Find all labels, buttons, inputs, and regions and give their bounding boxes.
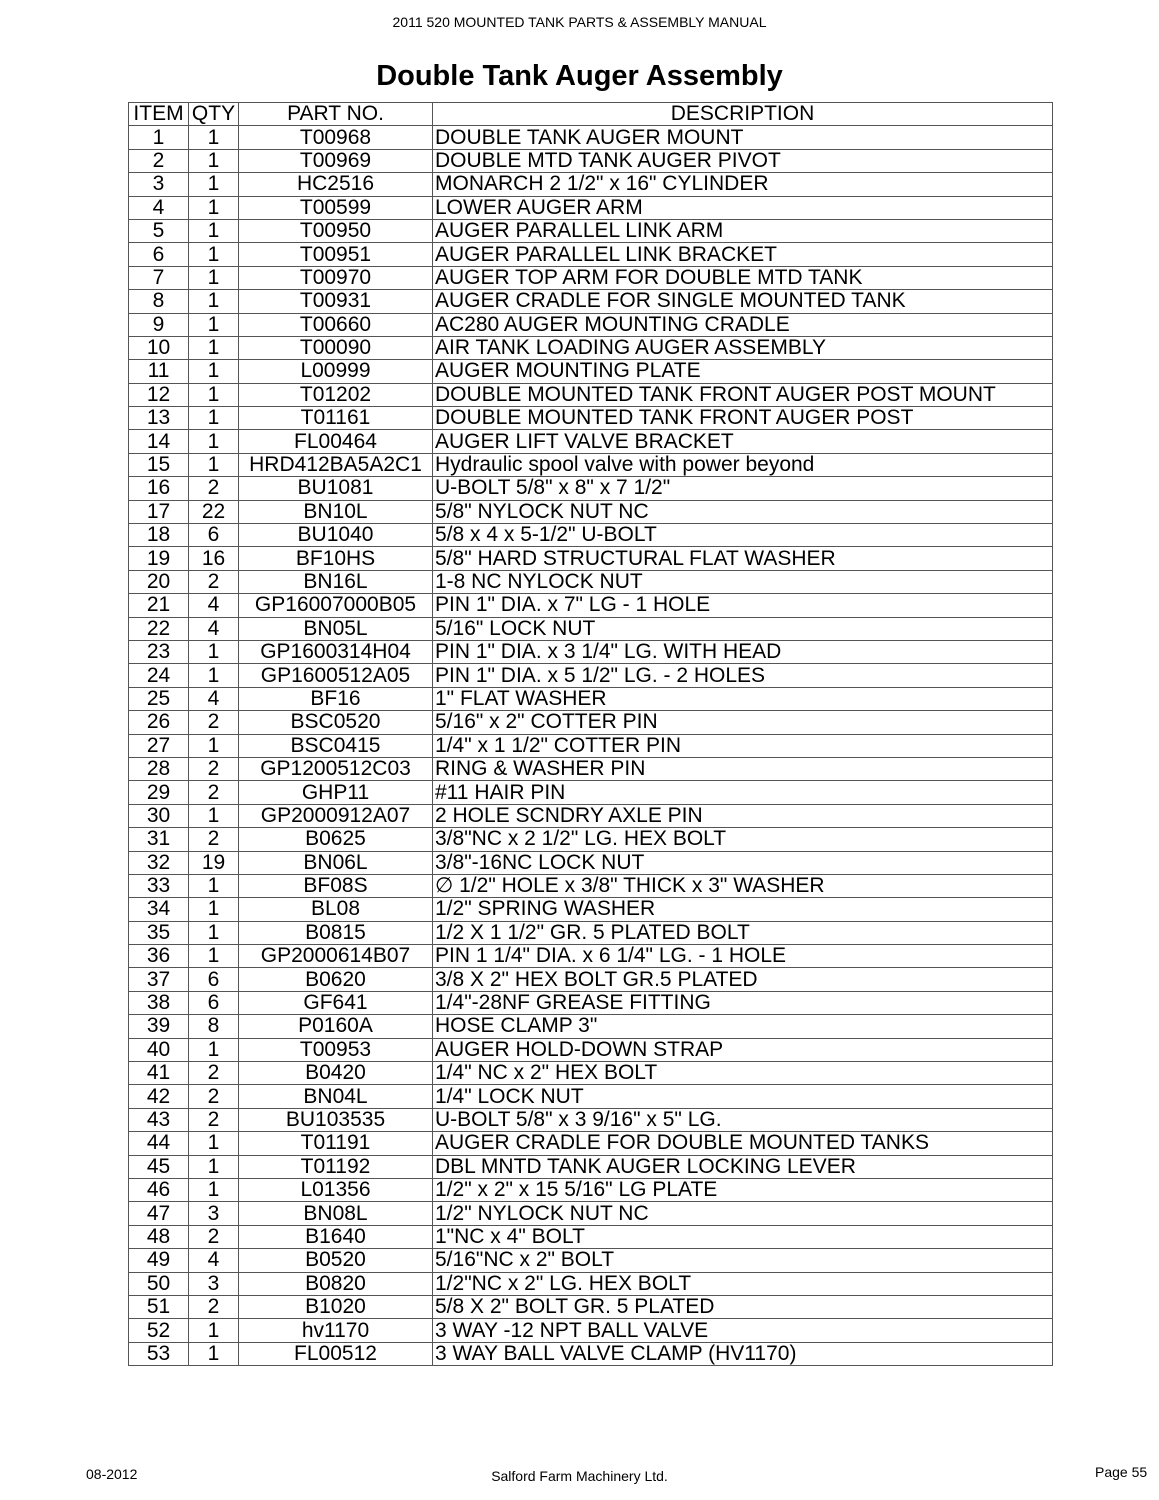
part-no-cell: GP2000912A07 <box>239 804 433 827</box>
part-no-cell: T01202 <box>239 383 433 406</box>
description-cell: 2 HOLE SCNDRY AXLE PIN <box>433 804 1053 827</box>
description-cell: AUGER MOUNTING PLATE <box>433 360 1053 383</box>
item-cell: 30 <box>129 804 189 827</box>
item-cell: 50 <box>129 1272 189 1295</box>
table-row <box>129 1272 1053 1295</box>
description-cell: 5/16"NC x 2" BOLT <box>433 1249 1053 1272</box>
item-cell: 27 <box>129 734 189 757</box>
qty-cell: 2 <box>189 1062 239 1085</box>
qty-cell: 4 <box>189 687 239 710</box>
item-cell: 41 <box>129 1062 189 1085</box>
table-row <box>129 313 1053 336</box>
item-cell: 16 <box>129 477 189 500</box>
manual-header: 2011 520 MOUNTED TANK PARTS & ASSEMBLY MANUAL <box>392 14 767 30</box>
table-row <box>129 407 1053 430</box>
item-cell: 21 <box>129 594 189 617</box>
item-cell: 37 <box>129 968 189 991</box>
description-cell: AUGER PARALLEL LINK BRACKET <box>433 243 1053 266</box>
parts-table <box>128 102 1053 1366</box>
qty-cell: 1 <box>189 921 239 944</box>
item-cell: 26 <box>129 711 189 734</box>
qty-cell: 1 <box>189 664 239 687</box>
description-cell: 5/8" NYLOCK NUT NC <box>433 500 1053 523</box>
item-cell: 1 <box>129 126 189 149</box>
part-no-cell: T01192 <box>239 1155 433 1178</box>
table-row <box>129 383 1053 406</box>
part-no-cell: T01161 <box>239 407 433 430</box>
description-cell: DOUBLE MOUNTED TANK FRONT AUGER POST MOUNT <box>433 383 1053 406</box>
table-row <box>129 173 1053 196</box>
description-cell: 1/4" LOCK NUT <box>433 1085 1053 1108</box>
item-cell: 32 <box>129 851 189 874</box>
item-cell: 11 <box>129 360 189 383</box>
item-cell: 7 <box>129 266 189 289</box>
table-row <box>129 898 1053 921</box>
part-no-cell: T00660 <box>239 313 433 336</box>
part-no-cell: FL00464 <box>239 430 433 453</box>
qty-cell: 1 <box>189 734 239 757</box>
qty-cell: 19 <box>189 851 239 874</box>
qty-cell: 1 <box>189 640 239 663</box>
part-no-cell: BN08L <box>239 1202 433 1225</box>
item-cell: 19 <box>129 547 189 570</box>
table-header-row <box>129 103 1053 126</box>
qty-cell: 2 <box>189 781 239 804</box>
column-header-description: DESCRIPTION <box>433 103 1053 126</box>
part-no-cell: T00970 <box>239 266 433 289</box>
table-row <box>129 734 1053 757</box>
qty-cell: 2 <box>189 828 239 851</box>
table-row <box>129 945 1053 968</box>
footer-date: 08-2012 <box>86 1466 138 1482</box>
part-no-cell: BU1081 <box>239 477 433 500</box>
qty-cell: 1 <box>189 898 239 921</box>
part-no-cell: BN16L <box>239 570 433 593</box>
item-cell: 20 <box>129 570 189 593</box>
item-cell: 24 <box>129 664 189 687</box>
item-cell: 28 <box>129 757 189 780</box>
part-no-cell: BN04L <box>239 1085 433 1108</box>
part-no-cell: BF10HS <box>239 547 433 570</box>
part-no-cell: B0620 <box>239 968 433 991</box>
item-cell: 42 <box>129 1085 189 1108</box>
item-cell: 17 <box>129 500 189 523</box>
description-cell: DOUBLE MOUNTED TANK FRONT AUGER POST <box>433 407 1053 430</box>
table-row <box>129 921 1053 944</box>
table-row <box>129 1249 1053 1272</box>
qty-cell: 1 <box>189 383 239 406</box>
item-cell: 29 <box>129 781 189 804</box>
description-cell: 5/16" x 2" COTTER PIN <box>433 711 1053 734</box>
table-row <box>129 196 1053 219</box>
table-row <box>129 477 1053 500</box>
table-row <box>129 1062 1053 1085</box>
qty-cell: 1 <box>189 313 239 336</box>
description-cell: U-BOLT 5/8" x 3 9/16" x 5" LG. <box>433 1108 1053 1131</box>
table-row <box>129 149 1053 172</box>
part-no-cell: GP2000614B07 <box>239 945 433 968</box>
part-no-cell: BF16 <box>239 687 433 710</box>
description-cell: PIN 1 1/4" DIA. x 6 1/4" LG. - 1 HOLE <box>433 945 1053 968</box>
qty-cell: 4 <box>189 1249 239 1272</box>
qty-cell: 8 <box>189 1015 239 1038</box>
qty-cell: 1 <box>189 1342 239 1365</box>
item-cell: 34 <box>129 898 189 921</box>
table-row <box>129 430 1053 453</box>
table-row <box>129 851 1053 874</box>
qty-cell: 2 <box>189 757 239 780</box>
description-cell: 1-8 NC NYLOCK NUT <box>433 570 1053 593</box>
table-row <box>129 617 1053 640</box>
part-no-cell: HRD412BA5A2C1 <box>239 453 433 476</box>
item-cell: 2 <box>129 149 189 172</box>
item-cell: 4 <box>129 196 189 219</box>
description-cell: AC280 AUGER MOUNTING CRADLE <box>433 313 1053 336</box>
part-no-cell: BN06L <box>239 851 433 874</box>
qty-cell: 22 <box>189 500 239 523</box>
table-row <box>129 1202 1053 1225</box>
qty-cell: 2 <box>189 1108 239 1131</box>
qty-cell: 2 <box>189 570 239 593</box>
item-cell: 45 <box>129 1155 189 1178</box>
description-cell: 5/8" HARD STRUCTURAL FLAT WASHER <box>433 547 1053 570</box>
qty-cell: 2 <box>189 1225 239 1248</box>
description-cell: MONARCH 2 1/2" x 16" CYLINDER <box>433 173 1053 196</box>
part-no-cell: GHP11 <box>239 781 433 804</box>
table-row <box>129 500 1053 523</box>
description-cell: PIN 1" DIA. x 7" LG - 1 HOLE <box>433 594 1053 617</box>
column-header-qty: QTY <box>189 103 239 126</box>
qty-cell: 1 <box>189 1155 239 1178</box>
page-title: Double Tank Auger Assembly <box>376 60 783 92</box>
part-no-cell: T00950 <box>239 219 433 242</box>
table-row <box>129 126 1053 149</box>
qty-cell: 1 <box>189 219 239 242</box>
description-cell: 1/4"-28NF GREASE FITTING <box>433 991 1053 1014</box>
item-cell: 5 <box>129 219 189 242</box>
part-no-cell: FL00512 <box>239 1342 433 1365</box>
item-cell: 25 <box>129 687 189 710</box>
part-no-cell: BU1040 <box>239 524 433 547</box>
description-cell: 1/2 X 1 1/2" GR. 5 PLATED BOLT <box>433 921 1053 944</box>
table-row <box>129 570 1053 593</box>
description-cell: 3 WAY BALL VALVE CLAMP (HV1170) <box>433 1342 1053 1365</box>
description-cell: 1/2"NC x 2" LG. HEX BOLT <box>433 1272 1053 1295</box>
description-cell: AUGER PARALLEL LINK ARM <box>433 219 1053 242</box>
table-row <box>129 266 1053 289</box>
qty-cell: 1 <box>189 1038 239 1061</box>
description-cell: AIR TANK LOADING AUGER ASSEMBLY <box>433 336 1053 359</box>
part-no-cell: BN05L <box>239 617 433 640</box>
part-no-cell: T01191 <box>239 1132 433 1155</box>
part-no-cell: T00599 <box>239 196 433 219</box>
table-row <box>129 1015 1053 1038</box>
part-no-cell: T00931 <box>239 290 433 313</box>
table-row <box>129 360 1053 383</box>
item-cell: 44 <box>129 1132 189 1155</box>
table-row <box>129 781 1053 804</box>
column-header-part-no: PART NO. <box>239 103 433 126</box>
item-cell: 10 <box>129 336 189 359</box>
description-cell: AUGER TOP ARM FOR DOUBLE MTD TANK <box>433 266 1053 289</box>
description-cell: #11 HAIR PIN <box>433 781 1053 804</box>
part-no-cell: BU103535 <box>239 1108 433 1131</box>
table-row <box>129 1295 1053 1318</box>
column-header-item: ITEM <box>129 103 189 126</box>
table-row <box>129 524 1053 547</box>
table-row <box>129 1155 1053 1178</box>
part-no-cell: P0160A <box>239 1015 433 1038</box>
table-row <box>129 219 1053 242</box>
description-cell: AUGER HOLD-DOWN STRAP <box>433 1038 1053 1061</box>
table-row <box>129 664 1053 687</box>
qty-cell: 1 <box>189 945 239 968</box>
part-no-cell: B0625 <box>239 828 433 851</box>
table-row <box>129 243 1053 266</box>
description-cell: 3/8"NC x 2 1/2" LG. HEX BOLT <box>433 828 1053 851</box>
qty-cell: 4 <box>189 617 239 640</box>
table-row <box>129 687 1053 710</box>
description-cell: HOSE CLAMP 3" <box>433 1015 1053 1038</box>
description-cell: PIN 1" DIA. x 3 1/4" LG. WITH HEAD <box>433 640 1053 663</box>
description-cell: 1" FLAT WASHER <box>433 687 1053 710</box>
part-no-cell: GP1200512C03 <box>239 757 433 780</box>
table-row <box>129 1342 1053 1365</box>
qty-cell: 1 <box>189 360 239 383</box>
qty-cell: 1 <box>189 290 239 313</box>
table-row <box>129 453 1053 476</box>
qty-cell: 1 <box>189 243 239 266</box>
qty-cell: 1 <box>189 1178 239 1201</box>
qty-cell: 1 <box>189 1319 239 1342</box>
description-cell: 3/8 X 2" HEX BOLT GR.5 PLATED <box>433 968 1053 991</box>
description-cell: LOWER AUGER ARM <box>433 196 1053 219</box>
item-cell: 40 <box>129 1038 189 1061</box>
part-no-cell: B0820 <box>239 1272 433 1295</box>
description-cell: PIN 1" DIA. x 5 1/2" LG. - 2 HOLES <box>433 664 1053 687</box>
item-cell: 8 <box>129 290 189 313</box>
qty-cell: 3 <box>189 1272 239 1295</box>
table-row <box>129 594 1053 617</box>
item-cell: 52 <box>129 1319 189 1342</box>
item-cell: 31 <box>129 828 189 851</box>
item-cell: 22 <box>129 617 189 640</box>
description-cell: 1/2" SPRING WASHER <box>433 898 1053 921</box>
table-row <box>129 336 1053 359</box>
description-cell: 3/8"-16NC LOCK NUT <box>433 851 1053 874</box>
table-row <box>129 1319 1053 1342</box>
part-no-cell: T00968 <box>239 126 433 149</box>
description-cell: AUGER CRADLE FOR SINGLE MOUNTED TANK <box>433 290 1053 313</box>
description-cell: RING & WASHER PIN <box>433 757 1053 780</box>
description-cell: 5/16" LOCK NUT <box>433 617 1053 640</box>
description-cell: DOUBLE MTD TANK AUGER PIVOT <box>433 149 1053 172</box>
table-row <box>129 1085 1053 1108</box>
item-cell: 23 <box>129 640 189 663</box>
part-no-cell: HC2516 <box>239 173 433 196</box>
part-no-cell: B1640 <box>239 1225 433 1248</box>
description-cell: DBL MNTD TANK AUGER LOCKING LEVER <box>433 1155 1053 1178</box>
parts-table-body <box>129 126 1053 1366</box>
part-no-cell: GF641 <box>239 991 433 1014</box>
table-row <box>129 711 1053 734</box>
table-row <box>129 1038 1053 1061</box>
footer-page-number: Page 55 <box>1095 1464 1148 1480</box>
qty-cell: 2 <box>189 477 239 500</box>
qty-cell: 1 <box>189 266 239 289</box>
table-row <box>129 640 1053 663</box>
part-no-cell: T00953 <box>239 1038 433 1061</box>
footer-company: Salford Farm Machinery Ltd. <box>491 1468 668 1484</box>
table-row <box>129 874 1053 897</box>
item-cell: 49 <box>129 1249 189 1272</box>
item-cell: 51 <box>129 1295 189 1318</box>
description-cell: DOUBLE TANK AUGER MOUNT <box>433 126 1053 149</box>
table-row <box>129 968 1053 991</box>
qty-cell: 1 <box>189 430 239 453</box>
item-cell: 43 <box>129 1108 189 1131</box>
qty-cell: 1 <box>189 407 239 430</box>
description-cell: U-BOLT 5/8" x 8" x 7 1/2" <box>433 477 1053 500</box>
part-no-cell: BN10L <box>239 500 433 523</box>
item-cell: 47 <box>129 1202 189 1225</box>
part-no-cell: B1020 <box>239 1295 433 1318</box>
qty-cell: 2 <box>189 711 239 734</box>
item-cell: 12 <box>129 383 189 406</box>
qty-cell: 6 <box>189 524 239 547</box>
qty-cell: 6 <box>189 968 239 991</box>
item-cell: 35 <box>129 921 189 944</box>
description-cell: 5/8 x 4 x 5-1/2" U-BOLT <box>433 524 1053 547</box>
description-cell: AUGER CRADLE FOR DOUBLE MOUNTED TANKS <box>433 1132 1053 1155</box>
qty-cell: 1 <box>189 126 239 149</box>
qty-cell: 1 <box>189 1132 239 1155</box>
table-row <box>129 1225 1053 1248</box>
part-no-cell: GP16007000B05 <box>239 594 433 617</box>
item-cell: 38 <box>129 991 189 1014</box>
item-cell: 3 <box>129 173 189 196</box>
qty-cell: 1 <box>189 804 239 827</box>
description-cell: 1/2" NYLOCK NUT NC <box>433 1202 1053 1225</box>
description-cell: 1/4" NC x 2" HEX BOLT <box>433 1062 1053 1085</box>
part-no-cell: T00969 <box>239 149 433 172</box>
part-no-cell: B0815 <box>239 921 433 944</box>
item-cell: 53 <box>129 1342 189 1365</box>
qty-cell: 16 <box>189 547 239 570</box>
item-cell: 15 <box>129 453 189 476</box>
item-cell: 13 <box>129 407 189 430</box>
part-no-cell: hv1170 <box>239 1319 433 1342</box>
table-row <box>129 757 1053 780</box>
qty-cell: 3 <box>189 1202 239 1225</box>
qty-cell: 1 <box>189 453 239 476</box>
item-cell: 48 <box>129 1225 189 1248</box>
description-cell: 1"NC x 4" BOLT <box>433 1225 1053 1248</box>
description-cell: 3 WAY -12 NPT BALL VALVE <box>433 1319 1053 1342</box>
item-cell: 33 <box>129 874 189 897</box>
description-cell: 5/8 X 2" BOLT GR. 5 PLATED <box>433 1295 1053 1318</box>
item-cell: 9 <box>129 313 189 336</box>
description-cell: Hydraulic spool valve with power beyond <box>433 453 1053 476</box>
part-no-cell: BSC0520 <box>239 711 433 734</box>
qty-cell: 4 <box>189 594 239 617</box>
item-cell: 39 <box>129 1015 189 1038</box>
table-row <box>129 1178 1053 1201</box>
description-cell: ∅ 1/2" HOLE x 3/8" THICK x 3" WASHER <box>433 874 1053 897</box>
part-no-cell: BSC0415 <box>239 734 433 757</box>
part-no-cell: T00090 <box>239 336 433 359</box>
part-no-cell: BF08S <box>239 874 433 897</box>
part-no-cell: GP1600512A05 <box>239 664 433 687</box>
table-row <box>129 991 1053 1014</box>
item-cell: 6 <box>129 243 189 266</box>
qty-cell: 6 <box>189 991 239 1014</box>
qty-cell: 1 <box>189 336 239 359</box>
description-cell: 1/2" x 2" x 15 5/16" LG PLATE <box>433 1178 1053 1201</box>
qty-cell: 1 <box>189 874 239 897</box>
description-cell: 1/4" x 1 1/2" COTTER PIN <box>433 734 1053 757</box>
qty-cell: 1 <box>189 149 239 172</box>
item-cell: 14 <box>129 430 189 453</box>
qty-cell: 1 <box>189 196 239 219</box>
qty-cell: 2 <box>189 1085 239 1108</box>
table-row <box>129 547 1053 570</box>
item-cell: 36 <box>129 945 189 968</box>
table-row <box>129 1108 1053 1131</box>
qty-cell: 2 <box>189 1295 239 1318</box>
table-row <box>129 828 1053 851</box>
description-cell: AUGER LIFT VALVE BRACKET <box>433 430 1053 453</box>
part-no-cell: T00951 <box>239 243 433 266</box>
part-no-cell: GP1600314H04 <box>239 640 433 663</box>
item-cell: 18 <box>129 524 189 547</box>
part-no-cell: L00999 <box>239 360 433 383</box>
part-no-cell: L01356 <box>239 1178 433 1201</box>
table-row <box>129 804 1053 827</box>
part-no-cell: B0420 <box>239 1062 433 1085</box>
part-no-cell: B0520 <box>239 1249 433 1272</box>
table-row <box>129 1132 1053 1155</box>
table-row <box>129 290 1053 313</box>
part-no-cell: BL08 <box>239 898 433 921</box>
qty-cell: 1 <box>189 173 239 196</box>
item-cell: 46 <box>129 1178 189 1201</box>
